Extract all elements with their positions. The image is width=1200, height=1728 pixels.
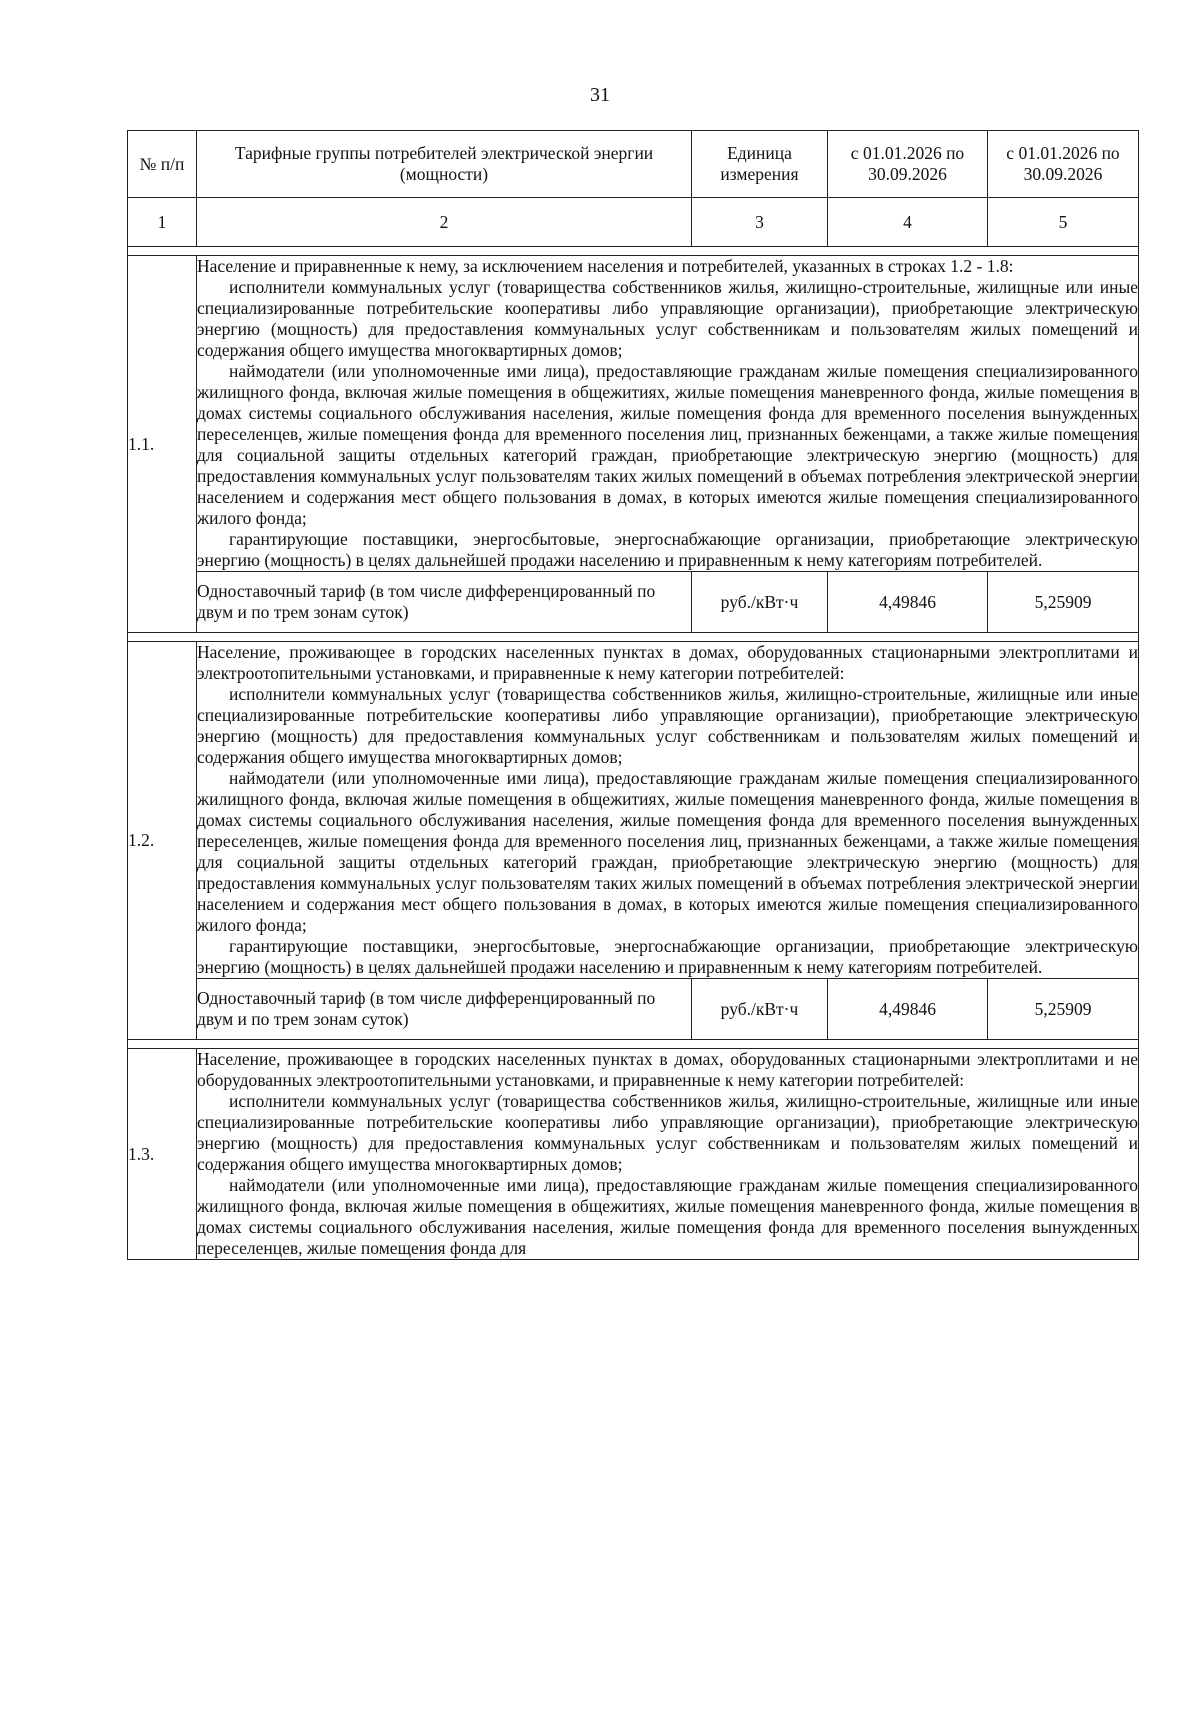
tariff-row [128, 979, 1139, 1040]
description-paragraph: исполнители коммунальных услуг (товарищества собственников жилья, жилищно-строительные, жилищные или иные специализированные потребительские кооперативы либо управляющие организации), приобретающие электрическую энергию (мощность) для предоставления коммунальных услуг собственникам и пользователям жилых помещений и содержания общего имущества многоквартирных домов; [197, 684, 1138, 767]
column-numbers-row [128, 198, 1139, 247]
tariff-group-description [197, 256, 1139, 572]
description-paragraph: наймодатели (или уполномоченные ими лица), предоставляющие гражданам жилые помещения специализированного жилищного фонда, включая жилые помещения в общежитиях, жилые помещения маневренного фонда, жилые помещения в домах системы социального обслуживания населения, жилые помещения фонда для временного поселения вынужденных переселенцев, жилые помещения фонда для временного поселения лиц, признанных беженцами, а также жилые помещения для социальной защиты отдельных категорий граждан, приобретающие электрическую энергию (мощность) для предоставления коммунальных услуг пользователям таких жилых помещений в объемах потребления электрической энергии населением и содержания мест общего пользования в домах, в которых имеются жилые помещения специализированного жилого фонда; [197, 768, 1138, 935]
tariff-group-description [197, 642, 1139, 979]
header-tariff-groups: Тарифные группы потребителей электрической энергии (мощности) [197, 131, 692, 198]
tariff-value-period-1: 4,49846 [828, 979, 988, 1040]
row-number: 1.3. [128, 1049, 197, 1260]
table-header-row [128, 131, 1139, 198]
description-paragraph: Население и приравненные к нему, за исключением населения и потребителей, указанных в строках 1.2 - 1.8: [197, 256, 1014, 276]
description-paragraph: Население, проживающее в городских населенных пунктах в домах, оборудованных стационарными электроплитами и электроотопительными установками, и приравненные к нему категории потребителей: [197, 642, 1138, 683]
column-number: 2 [197, 198, 692, 247]
column-number: 3 [692, 198, 828, 247]
tariff-table [127, 130, 1139, 1260]
table-row [128, 256, 1139, 572]
row-number: 1.1. [128, 256, 197, 633]
page-number: 31 [590, 84, 610, 106]
description-paragraph: наймодатели (или уполномоченные ими лица), предоставляющие гражданам жилые помещения специализированного жилищного фонда, включая жилые помещения в общежитиях, жилые помещения маневренного фонда, жилые помещения в домах системы социального обслуживания населения, жилые помещения фонда для временного поселения вынужденных переселенцев, жилые помещения фонда для временного поселения лиц, признанных беженцами, а также жилые помещения для социальной защиты отдельных категорий граждан, приобретающие электрическую энергию (мощность) для предоставления коммунальных услуг пользователям таких жилых помещений в объемах потребления электрической энергии населением и содержания мест общего пользования в домах, в которых имеются жилые помещения специализированного жилого фонда; [197, 361, 1138, 528]
column-number: 4 [828, 198, 988, 247]
table-row [128, 642, 1139, 979]
tariff-row [128, 572, 1139, 633]
header-period-1: с 01.01.2026 по 30.09.2026 [828, 131, 988, 198]
row-number: 1.2. [128, 642, 197, 1040]
header-number: № п/п [128, 131, 197, 198]
column-number: 1 [128, 198, 197, 247]
tariff-value-period-2: 5,25909 [988, 979, 1139, 1040]
table-row [128, 1049, 1139, 1260]
tariff-value-period-2: 5,25909 [988, 572, 1139, 633]
tariff-name: Одноставочный тариф (в том числе дифференцированный по двум и по трем зонам суток) [197, 979, 692, 1040]
tariff-name: Одноставочный тариф (в том числе дифференцированный по двум и по трем зонам суток) [197, 572, 692, 633]
description-paragraph: исполнители коммунальных услуг (товарищества собственников жилья, жилищно-строительные, жилищные или иные специализированные потребительские кооперативы либо управляющие организации), приобретающие электрическую энергию (мощность) для предоставления коммунальных услуг собственникам и пользователям жилых помещений и содержания общего имущества многоквартирных домов; [197, 1091, 1138, 1174]
column-number: 5 [988, 198, 1139, 247]
description-paragraph: гарантирующие поставщики, энергосбытовые, энергоснабжающие организации, приобретающие электрическую энергию (мощность) в целях дальнейшей продажи населению и приравненным к нему категориям потребителей. [197, 529, 1138, 570]
tariff-unit: руб./кВт·ч [692, 572, 828, 633]
tariff-value-period-1: 4,49846 [828, 572, 988, 633]
tariff-group-description [197, 1049, 1139, 1260]
header-unit: Единица измерения [692, 131, 828, 198]
header-period-2: с 01.01.2026 по 30.09.2026 [988, 131, 1139, 198]
description-paragraph: наймодатели (или уполномоченные ими лица), предоставляющие гражданам жилые помещения специализированного жилищного фонда, включая жилые помещения в общежитиях, жилые помещения маневренного фонда, жилые помещения в домах системы социального обслуживания населения, жилые помещения фонда для временного поселения вынужденных переселенцев, жилые помещения фонда для [197, 1175, 1138, 1258]
description-paragraph: исполнители коммунальных услуг (товарищества собственников жилья, жилищно-строительные, жилищные или иные специализированные потребительские кооперативы либо управляющие организации), приобретающие электрическую энергию (мощность) для предоставления коммунальных услуг собственникам и пользователям жилых помещений и содержания общего имущества многоквартирных домов; [197, 277, 1138, 360]
description-paragraph: гарантирующие поставщики, энергосбытовые, энергоснабжающие организации, приобретающие электрическую энергию (мощность) в целях дальнейшей продажи населению и приравненным к нему категориям потребителей. [197, 936, 1138, 977]
tariff-unit: руб./кВт·ч [692, 979, 828, 1040]
description-paragraph: Население, проживающее в городских населенных пунктах в домах, оборудованных стационарными электроплитами и не оборудованных электроотопительными установками, и приравненные к нему категории потребителей: [197, 1049, 1138, 1090]
